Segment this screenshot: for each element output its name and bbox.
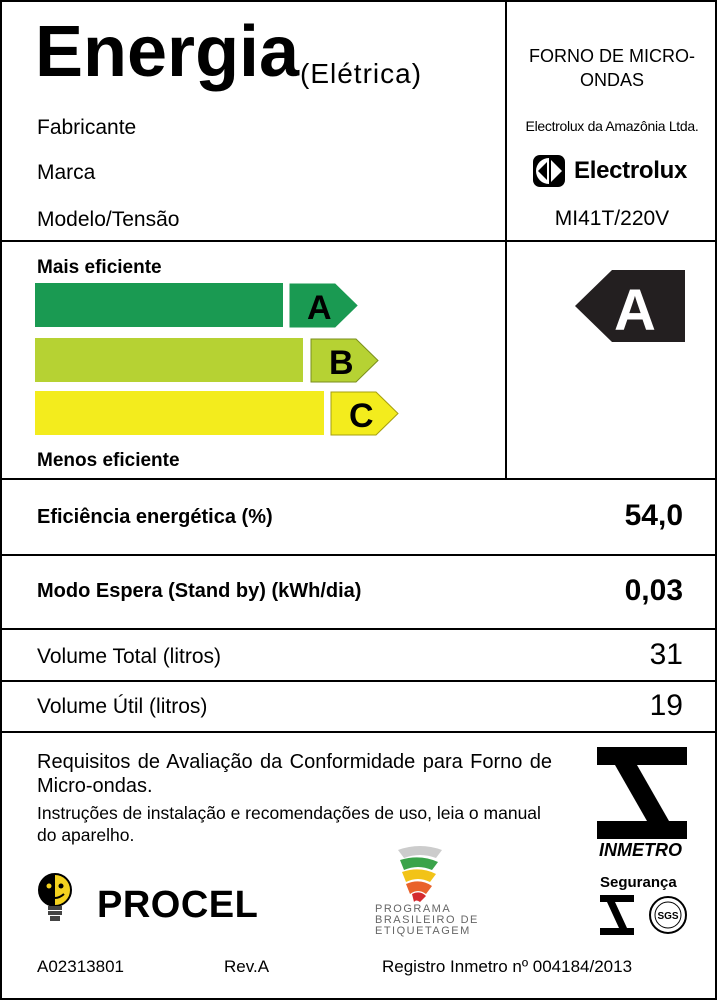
class-a-arrow	[289, 283, 359, 328]
class-a-letter: A	[307, 289, 332, 327]
spec-efficiency-value: 54,0	[624, 499, 683, 532]
inmetro-logo-icon	[597, 747, 687, 839]
rating-letter: A	[614, 278, 656, 343]
rating-indicator	[574, 269, 686, 343]
divider-vertical-efficiency	[505, 240, 507, 480]
manufacturer-name: Electrolux da Amazônia Ltda.	[525, 118, 699, 134]
label-revision: Rev.A	[224, 957, 270, 976]
efficiency-bar-c	[35, 391, 324, 435]
class-c-arrow	[330, 391, 400, 436]
brand-label: Marca	[37, 161, 96, 184]
label-title: Energia	[35, 12, 300, 92]
model-voltage: MI41T/220V	[554, 207, 670, 230]
label-code: A02313801	[37, 957, 124, 976]
pbe-logo-text: PROGRAMA BRASILEIRO DE ETIQUETAGEM	[375, 903, 479, 937]
procel-bulb-icon	[35, 872, 75, 924]
seguranca-label: Segurança	[600, 874, 677, 891]
spec-usable-volume-label: Volume Útil (litros)	[37, 695, 208, 718]
divider-spec-4	[2, 731, 717, 733]
electrolux-logo-icon	[532, 154, 566, 188]
class-b-arrow	[310, 338, 380, 383]
divider-efficiency	[2, 478, 717, 480]
brand-name: Electrolux	[574, 157, 688, 184]
class-b-letter: B	[329, 344, 354, 382]
most-efficient-label: Mais eficiente	[37, 257, 162, 278]
divider-spec-2	[2, 628, 717, 630]
divider-spec-3	[2, 680, 717, 682]
efficiency-bar-b	[35, 338, 303, 382]
class-c-letter: C	[349, 397, 374, 435]
spec-total-volume-value: 31	[649, 638, 683, 671]
procel-logo-text: PROCEL	[97, 884, 259, 926]
least-efficient-label: Menos eficiente	[37, 450, 180, 471]
inmetro-logo-text: INMETRO	[599, 840, 682, 860]
spec-usable-volume-value: 19	[649, 689, 683, 722]
manufacturer-label: Fabricante	[37, 116, 137, 139]
divider-spec-1	[2, 554, 717, 556]
spec-total-volume-label: Volume Total (litros)	[37, 645, 222, 668]
efficiency-bar-a	[35, 283, 283, 327]
label-subtitle: (Elétrica)	[300, 58, 423, 89]
pbe-logo-icon	[390, 842, 450, 904]
usage-instructions: Instruções de instalação e recomendações de uso, leia o manual do aparelho.	[37, 803, 541, 845]
conformity-requirements: Requisitos de Avaliação da Conformidade para Forno de Micro-ondas.	[37, 751, 552, 797]
product-type: FORNO DE MICRO-ONDAS	[529, 46, 695, 90]
sgs-seal-icon	[648, 895, 690, 935]
brand-logo-row	[532, 154, 687, 188]
divider-header	[2, 240, 717, 242]
sgs-text: SGS	[657, 911, 679, 922]
spec-standby-value: 0,03	[624, 574, 683, 607]
spec-efficiency-label: Eficiência energética (%)	[37, 506, 273, 528]
inmetro-small-icon	[600, 895, 634, 935]
inmetro-registration: Registro Inmetro nº 004184/2013	[382, 957, 633, 976]
spec-standby-label: Modo Espera (Stand by) (kWh/dia)	[37, 580, 362, 602]
model-label: Modelo/Tensão	[37, 208, 180, 231]
